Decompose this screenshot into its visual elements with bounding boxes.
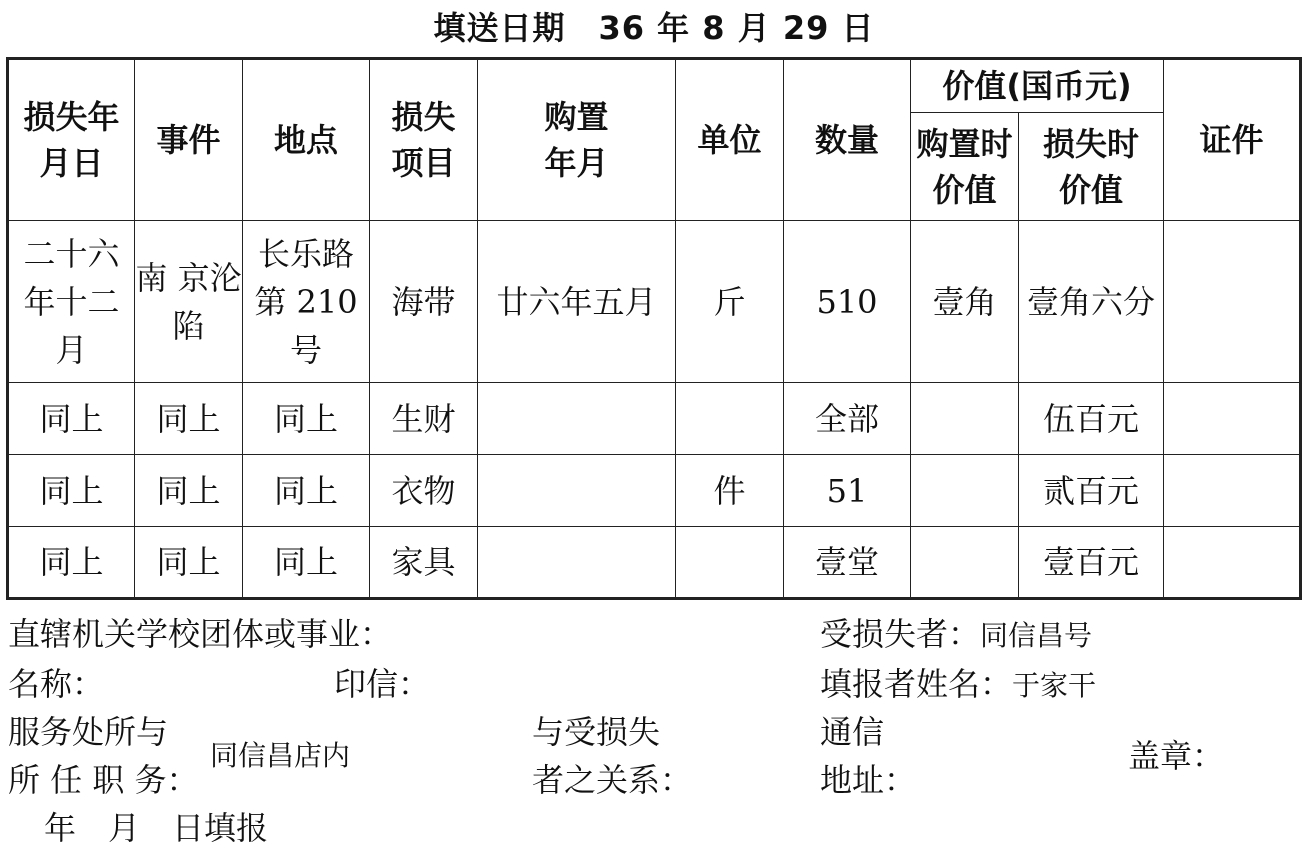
reporter-field	[820, 662, 1096, 708]
service-value: 同信昌店内	[210, 739, 351, 772]
cell-value-purchase	[911, 455, 1019, 527]
victim-field	[820, 612, 1092, 658]
table-row	[8, 221, 1301, 383]
cell-unit: 件	[676, 455, 784, 527]
cell-quantity: 510	[784, 221, 911, 383]
cell-date: 二十六年十二月	[8, 221, 135, 383]
header-quantity: 数量	[784, 59, 911, 221]
table-row	[8, 455, 1301, 527]
cell-value-loss: 壹百元	[1019, 527, 1164, 599]
header-value-group: 价值(国币元)	[911, 59, 1164, 113]
cell-unit	[676, 383, 784, 455]
address-label-line2: 地址：	[820, 761, 917, 799]
cell-item: 衣物	[370, 455, 478, 527]
header-place: 地点	[243, 59, 370, 221]
header-purchase-date: 购置年月	[478, 59, 676, 221]
cell-purchase-date: 廿六年五月	[478, 221, 676, 383]
cell-document	[1164, 455, 1301, 527]
cell-quantity: 壹堂	[784, 527, 911, 599]
name-label: 名称：	[8, 665, 105, 703]
seal-label: 印信：	[334, 665, 431, 703]
header-value-loss: 损失时价值	[1019, 113, 1164, 221]
cell-item: 生财	[370, 383, 478, 455]
cell-value-loss: 伍百元	[1019, 383, 1164, 455]
cell-place: 同上	[243, 455, 370, 527]
header-item: 损失项目	[370, 59, 478, 221]
cell-value-loss: 贰百元	[1019, 455, 1164, 527]
cell-value-purchase	[911, 383, 1019, 455]
relation-label-line1: 与受损失	[532, 713, 661, 751]
cell-unit: 斤	[676, 221, 784, 383]
cell-place: 同上	[243, 527, 370, 599]
loss-table	[6, 57, 1302, 600]
cell-quantity: 全部	[784, 383, 911, 455]
header-event: 事件	[135, 59, 243, 221]
address-label-line1: 通信	[820, 713, 885, 751]
cell-date: 同上	[8, 455, 135, 527]
cell-event: 南 京沦陷	[135, 221, 243, 383]
service-label-line2: 所 任 职 务：	[8, 761, 199, 799]
cell-purchase-date	[478, 383, 676, 455]
reporter-label: 填报者姓名：	[820, 665, 1013, 703]
header-date: 损失年月日	[8, 59, 135, 221]
cell-date: 同上	[8, 527, 135, 599]
relation-label-line2: 者之关系：	[532, 761, 693, 799]
header-document: 证件	[1164, 59, 1301, 221]
victim-label: 受损失者：	[820, 615, 981, 653]
cell-item: 海带	[370, 221, 478, 383]
cell-unit	[676, 527, 784, 599]
date-line: 年 月 日填报	[44, 809, 269, 847]
header-value-purchase: 购置时价值	[911, 113, 1019, 221]
header-row	[8, 59, 1301, 113]
cell-event: 同上	[135, 383, 243, 455]
table-row	[8, 383, 1301, 455]
cell-value-purchase: 壹角	[911, 221, 1019, 383]
cell-place: 长乐路第 210号	[243, 221, 370, 383]
cell-purchase-date	[478, 455, 676, 527]
service-label-line1: 服务处所与	[8, 713, 169, 751]
cell-event: 同上	[135, 527, 243, 599]
cell-value-loss: 壹角六分	[1019, 221, 1164, 383]
cell-item: 家具	[370, 527, 478, 599]
header-unit: 单位	[676, 59, 784, 221]
victim-value: 同信昌号	[980, 619, 1093, 652]
reporter-value: 于家干	[1012, 669, 1097, 702]
cell-place: 同上	[243, 383, 370, 455]
cell-purchase-date	[478, 527, 676, 599]
cell-quantity: 51	[784, 455, 911, 527]
cell-document	[1164, 527, 1301, 599]
cell-event: 同上	[135, 455, 243, 527]
cell-document	[1164, 221, 1301, 383]
table-row	[8, 527, 1301, 599]
cell-document	[1164, 383, 1301, 455]
cell-date: 同上	[8, 383, 135, 455]
form-date-title: 填送日期 36 年 8 月 29 日	[433, 9, 875, 47]
stamp-label: 盖章：	[1128, 737, 1225, 775]
org-label: 直辖机关学校团体或事业：	[8, 615, 393, 653]
cell-value-purchase	[911, 527, 1019, 599]
